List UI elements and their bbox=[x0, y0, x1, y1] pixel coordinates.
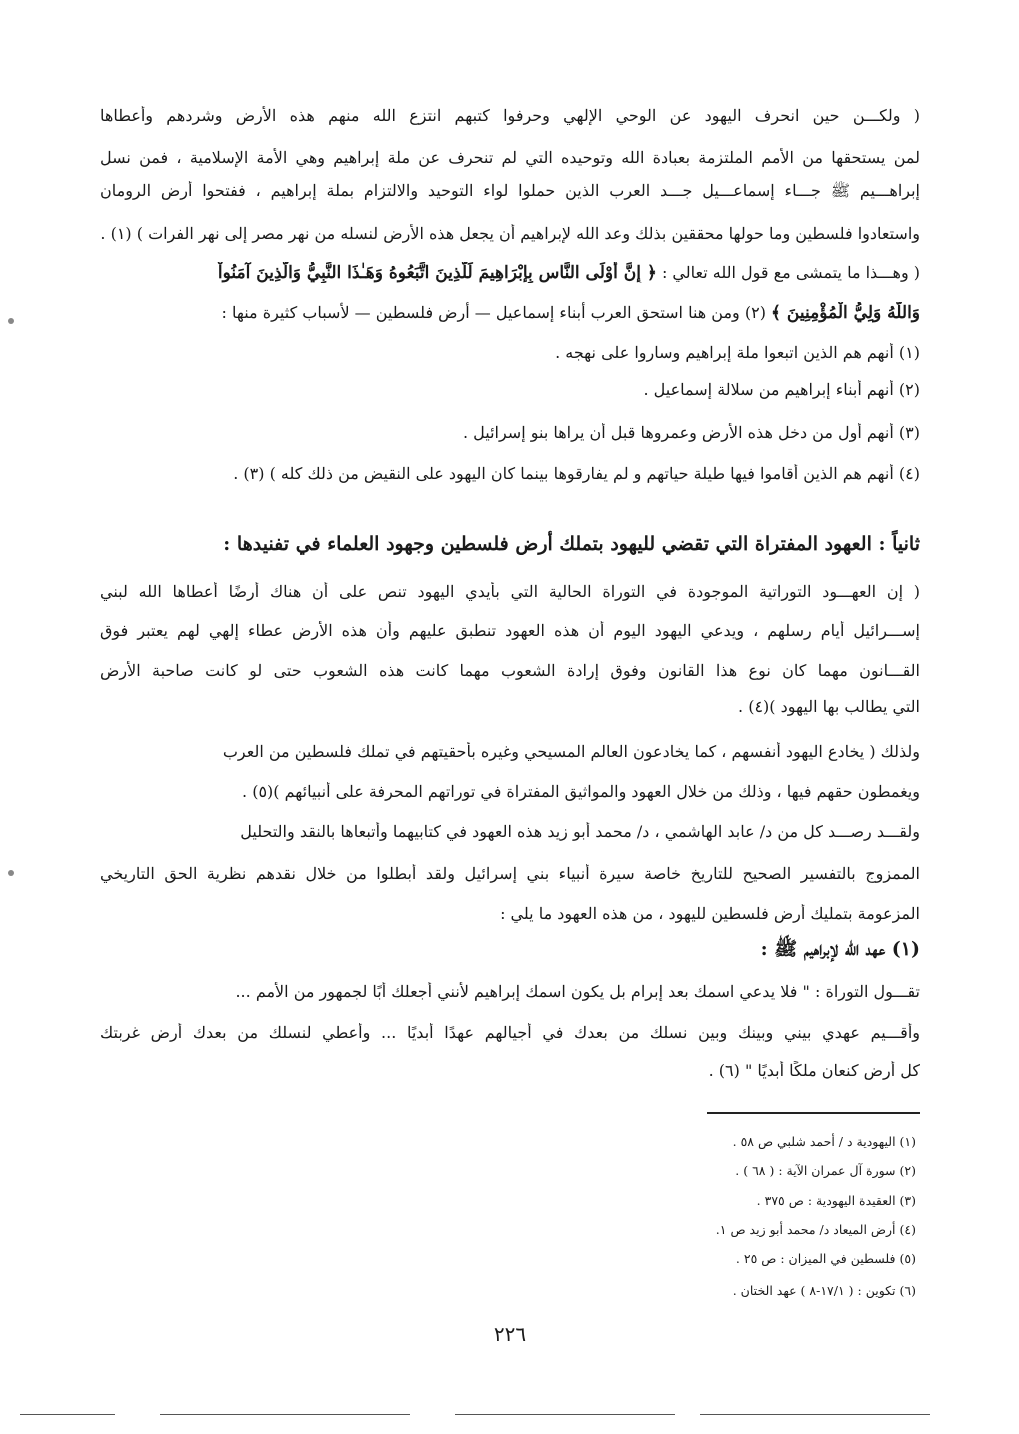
footnote-1: (١) اليهودية د / أحمد شلبي ص ٥٨ . bbox=[732, 1134, 916, 1149]
scan-artifact-line-1 bbox=[20, 1414, 115, 1415]
scan-artifact-line-2 bbox=[160, 1414, 410, 1415]
page-number: ٢٢٦ bbox=[493, 1322, 527, 1346]
paragraph-4-line-1: ولذلك ( يخادع اليهود أنفسهم ، كما يخادعون العالم المسيحي وغيره بأحقيتهم في تملك فلسطين من العرب bbox=[222, 742, 920, 761]
paragraph-3-line-2: إســـرائيل أيام رسلهم ، ويدعي اليهود اليوم أن هذه العهود تنطبق عليهم وأن هذه الأرض عطاء إلهي لهم يعتبر فوق bbox=[100, 621, 920, 640]
sub-heading-abraham-covenant: (١) عهد الله لإبراهيم ﷺ : bbox=[760, 938, 920, 960]
paragraph-2-rest: (٢) ومن هنا استحق العرب أبناء إسماعيل — أرض فلسطين — لأسباب كثيرة منها : bbox=[221, 303, 766, 322]
paragraph-3-line-1: ( إن العهـــود التوراتية الموجودة في التوراة الحالية التي بأيدي اليهود تنص على أن هناك أرضًا أعطاها الله لبني bbox=[100, 582, 920, 601]
footnote-2: (٢) سورة آل عمران الآية : ( ٦٨ ) . bbox=[735, 1163, 916, 1178]
paragraph-3-line-3: القـــانون مهما كان نوع هذا القانون وفوق إرادة الشعوب مهما كانت هذه الشعوب حتى لو كانت صاحبة الأرض bbox=[100, 661, 920, 680]
paragraph-3-line-4: التي يطالب بها اليهود )(٤) . bbox=[738, 697, 920, 716]
reason-item-3: (٣) أنهم أول من دخل هذه الأرض وعمروها قبل أن يراها بنو إسرائيل . bbox=[462, 423, 920, 442]
footnote-3: (٣) العقيدة اليهودية : ص ٣٧٥ . bbox=[756, 1193, 916, 1208]
quran-verse-part-1: ﴿ إِنَّ أَوْلَى النَّاسِ بِإِبْرَاهِيمَ لَلَّذِينَ اتَّبَعُوهُ وَهَـٰذَا النَّبِيُّ وَالَّذِينَ آمَنُواْ bbox=[217, 263, 657, 283]
paragraph-2-line-1 bbox=[100, 262, 920, 283]
paragraph-5-line-2: الممزوج بالتفسير الصحيح للتاريخ خاصة سيرة أنبياء بني إسرائيل ولقد أبطلوا من خلال نقدهم نظرية الحق التاريخي bbox=[100, 864, 920, 883]
scan-speck-1 bbox=[8, 318, 14, 324]
reason-item-1: (١) أنهم هم الذين اتبعوا ملة إبراهيم وساروا على نهجه . bbox=[555, 343, 920, 362]
footnote-6: (٦) تكوين : ( ١٧/١-٨ ) عهد الختان . bbox=[732, 1283, 916, 1298]
footnote-5: (٥) فلسطين في الميزان : ص ٢٥ . bbox=[735, 1251, 916, 1266]
paragraph-6-line-3: كل أرض كنعان ملكًا أبديًا " (٦) . bbox=[708, 1061, 920, 1080]
paragraph-1-line-4: واستعادوا فلسطين وما حولها محققين بذلك وعد الله لإبراهيم أن يجعل هذه الأرض لنسله من نهر مصر إلى نهر الفرات ) (١) . bbox=[100, 224, 920, 243]
paragraph-6-line-1: تقـــول التوراة : " فلا يدعي اسمك بعد إبرام بل يكون اسمك إبراهيم لأنني أجعلك أبًا لجمهور من الأمم ... bbox=[235, 982, 920, 1001]
scan-speck-2 bbox=[8, 870, 14, 876]
paragraph-1-line-1: ( ولكـــن حين انحرف اليهود عن الوحي الإلهي وحرفوا كتبهم انتزع الله منهم هذه الأرض وشردهم وأعطاها bbox=[100, 106, 920, 125]
footnote-4: (٤) أرض الميعاد د/ محمد أبو زيد ص ١. bbox=[715, 1222, 916, 1237]
paragraph-1-line-3: إبراهـــيم ﷺ جـــاء إسماعـــيل جـــد العرب الذين حملوا لواء التوحيد والالتزام بملة إبراهيم ، ففتحوا أرض الرومان bbox=[100, 181, 920, 200]
footnote-separator bbox=[707, 1112, 920, 1114]
paragraph-5-line-3: المزعومة بتمليك أرض فلسطين لليهود ، من هذه العهود ما يلي : bbox=[500, 904, 920, 923]
reason-item-2: (٢) أنهم أبناء إبراهيم من سلالة إسماعيل . bbox=[643, 380, 920, 399]
paragraph-4-line-2: ويغمطون حقهم فيها ، وذلك من خلال العهود والمواثيق المفتراة في توراتهم المحرفة على أنبيائهم )(٥) . bbox=[242, 782, 920, 801]
paragraph-2-intro: ( وهـــذا ما يتمشى مع قول الله تعالي : bbox=[661, 263, 920, 282]
reason-item-4: (٤) أنهم هم الذين أقاموا فيها طيلة حياتهم و لم يفارقوها بينما كان اليهود على النقيض من ذلك كله ) (٣) . bbox=[233, 464, 920, 483]
paragraph-6-line-2: وأقـــيم عهدي بيني وبينك وبين نسلك من بعدك في أجيالهم عهدًا أبديًا ... وأعطي لنسلك من بعدك أرض غربتك bbox=[100, 1023, 920, 1042]
section-heading: ثانياً : العهود المفتراة التي تقضي لليهود بتملك أرض فلسطين وجهود العلماء في تفنيدها : bbox=[223, 533, 920, 555]
scan-artifact-line-4 bbox=[700, 1414, 930, 1415]
paragraph-1-line-2: لمن يستحقها من الأمم الملتزمة بعبادة الله وتوحيده التي لم تنحرف عن ملة إبراهيم وهي الأمة الإسلامية ، فمن نسل bbox=[100, 148, 920, 167]
quran-verse-part-2: وَاللَّهُ وَلِيُّ الْمُؤْمِنِينَ ﴾ bbox=[771, 303, 920, 323]
paragraph-2-line-2 bbox=[100, 302, 920, 323]
scan-artifact-line-3 bbox=[455, 1414, 675, 1415]
paragraph-5-line-1: ولقـــد رصـــد كل من د/ عابد الهاشمي ، د/ محمد أبو زيد هذه العهود في كتابيهما وأتبعاها بالنقد والتحليل bbox=[240, 822, 920, 841]
